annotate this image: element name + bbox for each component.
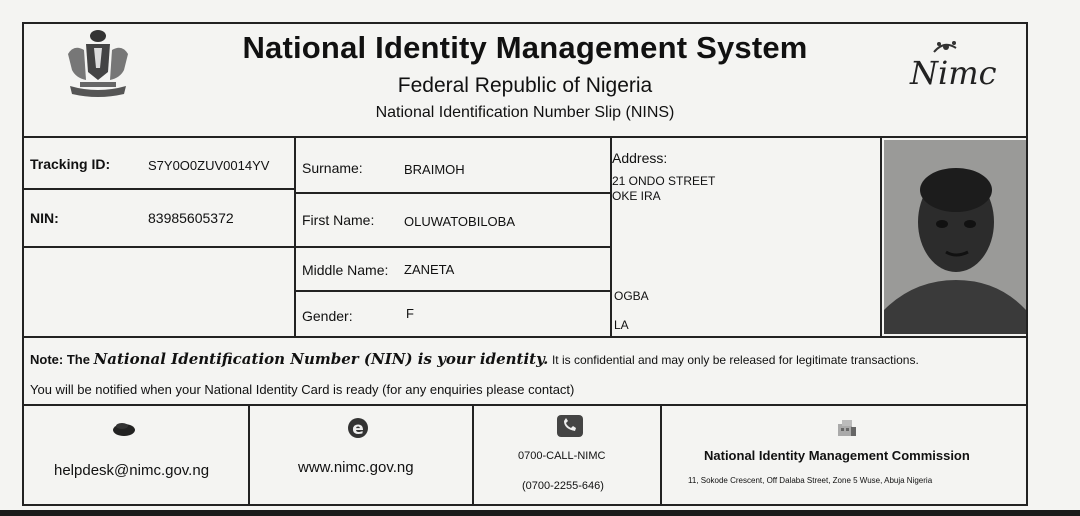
phone-icon <box>556 414 584 438</box>
helpdesk-email[interactable]: helpdesk@nimc.gov.ng <box>54 462 210 479</box>
note-suffix: It is confidential and may only be released for legitimate transactions. <box>551 353 919 367</box>
divider-foot3 <box>660 404 662 506</box>
building-icon <box>836 418 858 438</box>
divider-footer-top <box>24 404 1026 406</box>
middle-name-value: ZANETA <box>404 262 455 277</box>
address-line-1: 21 ONDO STREET <box>612 174 716 188</box>
note-line-1 <box>30 350 919 368</box>
note-line-2: You will be notified when your National Identity Card is ready (for any enquiries please contact) <box>30 382 575 397</box>
portrait-icon <box>884 140 1026 334</box>
first-name-value: OLUWATOBILOBA <box>404 214 516 229</box>
nimc-logo <box>904 38 997 98</box>
divider-col3 <box>880 136 882 336</box>
divider-col2 <box>610 136 612 336</box>
gender-label: Gender: <box>302 308 353 324</box>
divider-col1 <box>294 136 296 336</box>
note-emphasis: National Identification Number (NIN) is your identity. <box>93 350 549 368</box>
first-name-label: First Name: <box>302 212 375 228</box>
divider-note-top <box>24 336 1026 338</box>
gender-value: F <box>406 306 414 321</box>
slip-title: National Identification Number Slip (NINS) <box>375 104 675 121</box>
system-title: National Identity Management System <box>242 30 808 65</box>
divider-row2-left <box>24 246 294 248</box>
phone-secondary[interactable]: (0700-2255-646) <box>522 480 604 492</box>
note-prefix: Note: The <box>30 352 90 367</box>
holder-photo <box>884 140 1026 334</box>
nimc-logo-text: Nimc <box>910 54 997 92</box>
divider-row2-mid <box>294 246 610 248</box>
slip-header <box>24 24 1026 136</box>
nin-label: NIN: <box>30 210 59 226</box>
commission-name: National Identity Management Commission <box>704 448 970 463</box>
nin-slip <box>22 22 1028 506</box>
surname-value: BRAIMOH <box>404 162 465 177</box>
svg-text:e: e <box>352 419 364 439</box>
tracking-id-value: S7Y0O0ZUV0014YV <box>148 158 270 173</box>
country-subtitle: Federal Republic of Nigeria <box>397 74 653 97</box>
internet-explorer-icon <box>346 416 370 440</box>
divider-header <box>24 136 1026 138</box>
divider-row3-mid <box>294 290 610 292</box>
divider-foot1 <box>248 404 250 506</box>
commission-address: 11, Sokode Crescent, Off Dalaba Street, Zone 5 Wuse, Abuja Nigeria <box>688 476 933 485</box>
mouse-icon <box>112 420 136 436</box>
address-line-3: OGBA <box>614 289 649 303</box>
tracking-id-label: Tracking ID: <box>30 156 111 172</box>
middle-name-label: Middle Name: <box>302 262 389 278</box>
surname-label: Surname: <box>302 160 363 176</box>
address-line-2: OKE IRA <box>612 189 661 203</box>
address-label: Address: <box>612 150 668 166</box>
website-link[interactable]: www.nimc.gov.ng <box>298 459 414 476</box>
phone-primary[interactable]: 0700-CALL-NIMC <box>518 450 606 462</box>
divider-row1-mid <box>294 192 610 194</box>
divider-foot2 <box>472 404 474 506</box>
nin-value: 83985605372 <box>148 210 234 226</box>
divider-row1-left <box>24 188 294 190</box>
address-line-4: LA <box>614 318 629 332</box>
